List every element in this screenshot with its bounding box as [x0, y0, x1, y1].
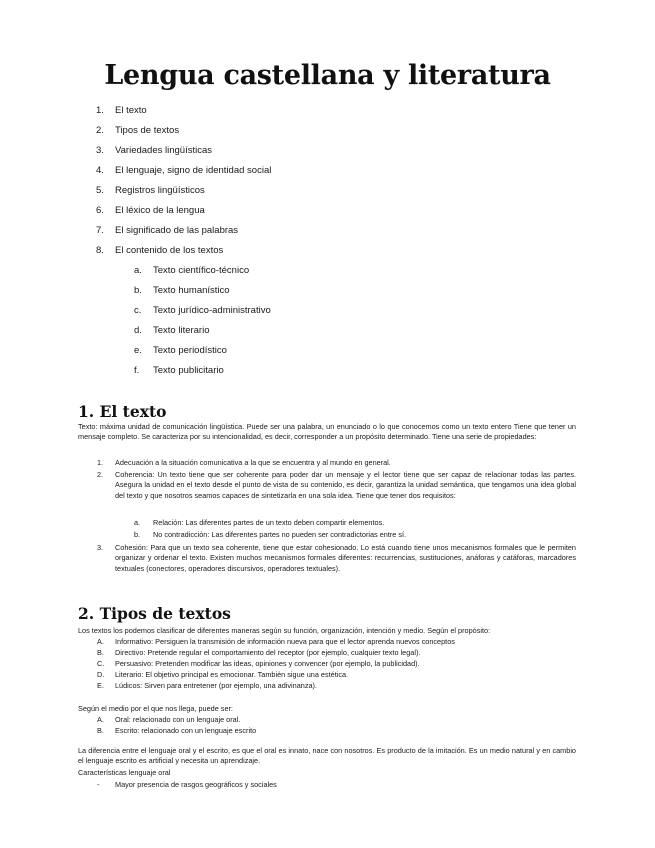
toc-label: El contenido de los textos — [115, 245, 224, 256]
toc-label: El lenguaje, signo de identidad social — [115, 165, 272, 176]
toc-sublabel: Texto literario — [153, 325, 210, 336]
section-heading-el-texto: 1. El texto — [78, 402, 167, 421]
toc-subitem — [134, 284, 271, 304]
caracteristicas-title: Características lenguaje oral — [78, 768, 171, 777]
toc-label: Variedades lingüísticas — [115, 145, 212, 156]
list-letter: D. — [97, 670, 105, 679]
list-text: Oral: relacionado con un lenguaje oral. — [115, 715, 241, 724]
toc-subnumber: e. — [134, 345, 142, 356]
list-item — [97, 637, 576, 647]
toc-number: 4. — [96, 165, 104, 176]
list-text: Mayor presencia de rasgos geográficos y sociales — [115, 780, 277, 789]
toc-subnumber: c. — [134, 305, 142, 316]
list-item — [97, 670, 576, 680]
list-text: Coherencia: Un texto tiene que ser coherente para poder dar un mensaje y el lector tiene que ser capaz de relacionar todas las partes. Asegura la unidad en el texto desde el punto de vista de su contenido, es decir, garantiza la unidad semántica, que tengamos una idea global del texto y que nosotros seamos capaces de sintetizarla en una sola idea. Tiene que tener dos requisitos: — [115, 470, 576, 500]
toc-sublabel: Texto publicitario — [153, 365, 224, 376]
toc-number: 3. — [96, 145, 104, 156]
list-letter: B. — [97, 726, 104, 735]
list-letter: A. — [97, 715, 104, 724]
table-of-contents — [96, 104, 271, 264]
toc-item — [96, 164, 271, 184]
toc-number: 7. — [96, 225, 104, 236]
list-item — [97, 659, 576, 669]
list-text: Lúdicos: Sirven para entretener (por ejemplo, una adivinanza). — [115, 681, 317, 690]
toc-sublist — [134, 264, 271, 384]
list-dash: - — [97, 780, 100, 789]
section1-intro: Texto: máxima unidad de comunicación lingüística. Puede ser una palabra, un enunciado o lo que conocemos como un texto entero Tiene que tener un mensaje completo. Se caracteriza por su intencionalidad, es decir, corresponder a un propósito determinado. Tiene una serie de propiedades: — [78, 422, 576, 442]
list-item — [97, 458, 576, 468]
toc-subnumber: f. — [134, 365, 140, 376]
list-item — [97, 780, 576, 790]
toc-item — [96, 244, 271, 264]
medio-intro: Según el medio por el que nos llega, puede ser: — [78, 704, 233, 713]
list-letter: E. — [97, 681, 104, 690]
toc-item — [96, 124, 271, 144]
oral-vs-escrito-paragraph: La diferencia entre el lenguaje oral y el escrito, es que el oral es innato, nace con nosotros. Es producto de la imitación. Es un medio natural y en cambio el lenguaje escrito es artificial y necesita un aprendizaje. — [78, 746, 576, 766]
toc-item — [96, 144, 271, 164]
list-number: 3. — [97, 543, 104, 552]
toc-number: 8. — [96, 245, 104, 256]
list-letter: B. — [97, 648, 104, 657]
toc-number: 5. — [96, 185, 104, 196]
list-item — [97, 726, 576, 736]
list-letter: a. — [134, 518, 141, 527]
toc-item — [96, 224, 271, 244]
toc-label: El significado de las palabras — [115, 225, 239, 236]
toc-subnumber: b. — [134, 285, 142, 296]
toc-label: Registros lingüísticos — [115, 185, 205, 196]
toc-subitem — [134, 364, 271, 384]
list-item — [97, 648, 576, 658]
list-item — [97, 470, 576, 501]
toc-label: El léxico de la lengua — [115, 205, 205, 216]
list-letter: b. — [134, 530, 141, 539]
toc-number: 2. — [96, 125, 104, 136]
toc-subitem — [134, 304, 271, 324]
toc-number: 1. — [96, 105, 104, 116]
toc-sublabel: Texto humanístico — [153, 285, 230, 296]
toc-number: 6. — [96, 205, 104, 216]
toc-subnumber: a. — [134, 265, 142, 276]
list-text: Cohesión: Para que un texto sea coherente, tiene que estar cohesionado. Lo está cuando tiene unos mecanismos formales que le permiten organizar y ordenar el texto. Existen muchos mecanismos formales diferentes: recurrencias, sustituciones, anáforas y catáforas, marcadores textuales (conectores, operadores discursivos, operadores textuales). — [115, 543, 576, 573]
list-text: Persuasivo: Pretenden modificar las ideas, opiniones y convencer (por ejemplo, la publicidad). — [115, 659, 420, 668]
section-heading-tipos-de-textos: 2. Tipos de textos — [78, 604, 231, 623]
toc-item — [96, 204, 271, 224]
list-item — [97, 543, 576, 574]
list-subitem — [134, 518, 576, 528]
section2-intro: Los textos los podemos clasificar de diferentes maneras según su función, organización, intención y medio. Según el propósito: — [78, 626, 491, 635]
list-subitem — [134, 530, 576, 540]
list-number: 1. — [97, 458, 104, 467]
toc-subnumber: d. — [134, 325, 142, 336]
list-text: Relación: Las diferentes partes de un texto deben compartir elementos. — [153, 518, 385, 527]
toc-sublabel: Texto jurídico-administrativo — [153, 305, 271, 316]
toc-item — [96, 104, 271, 124]
toc-sublabel: Texto científico-técnico — [153, 265, 250, 276]
toc-subitem — [134, 344, 271, 364]
list-item — [97, 715, 576, 725]
list-text: Adecuación a la situación comunicativa a la que se encuentra y al mundo en general. — [115, 458, 391, 467]
toc-item — [96, 184, 271, 204]
list-letter: A. — [97, 637, 104, 646]
list-text: Informativo: Persiguen la transmisión de información nueva para que el lector aprenda nuevos conceptos — [115, 637, 455, 646]
toc-sublabel: Texto periodístico — [153, 345, 227, 356]
list-number: 2. — [97, 470, 104, 479]
list-text: No contradicción: Las diferentes partes no pueden ser contradictorias entre sí. — [153, 530, 407, 539]
toc-label: El texto — [115, 105, 147, 116]
document-title: Lengua castellana y literatura — [104, 60, 551, 91]
list-text: Literario: El objetivo principal es emocionar. También sigue una estética. — [115, 670, 349, 679]
toc-subitem — [134, 264, 271, 284]
list-letter: C. — [97, 659, 105, 668]
toc-subitem — [134, 324, 271, 344]
list-text: Directivo: Pretende regular el comportamiento del receptor (por ejemplo, cualquier texto legal). — [115, 648, 421, 657]
toc-label: Tipos de textos — [115, 125, 180, 136]
list-item — [97, 681, 576, 691]
list-text: Escrito: relacionado con un lenguaje escrito — [115, 726, 257, 735]
